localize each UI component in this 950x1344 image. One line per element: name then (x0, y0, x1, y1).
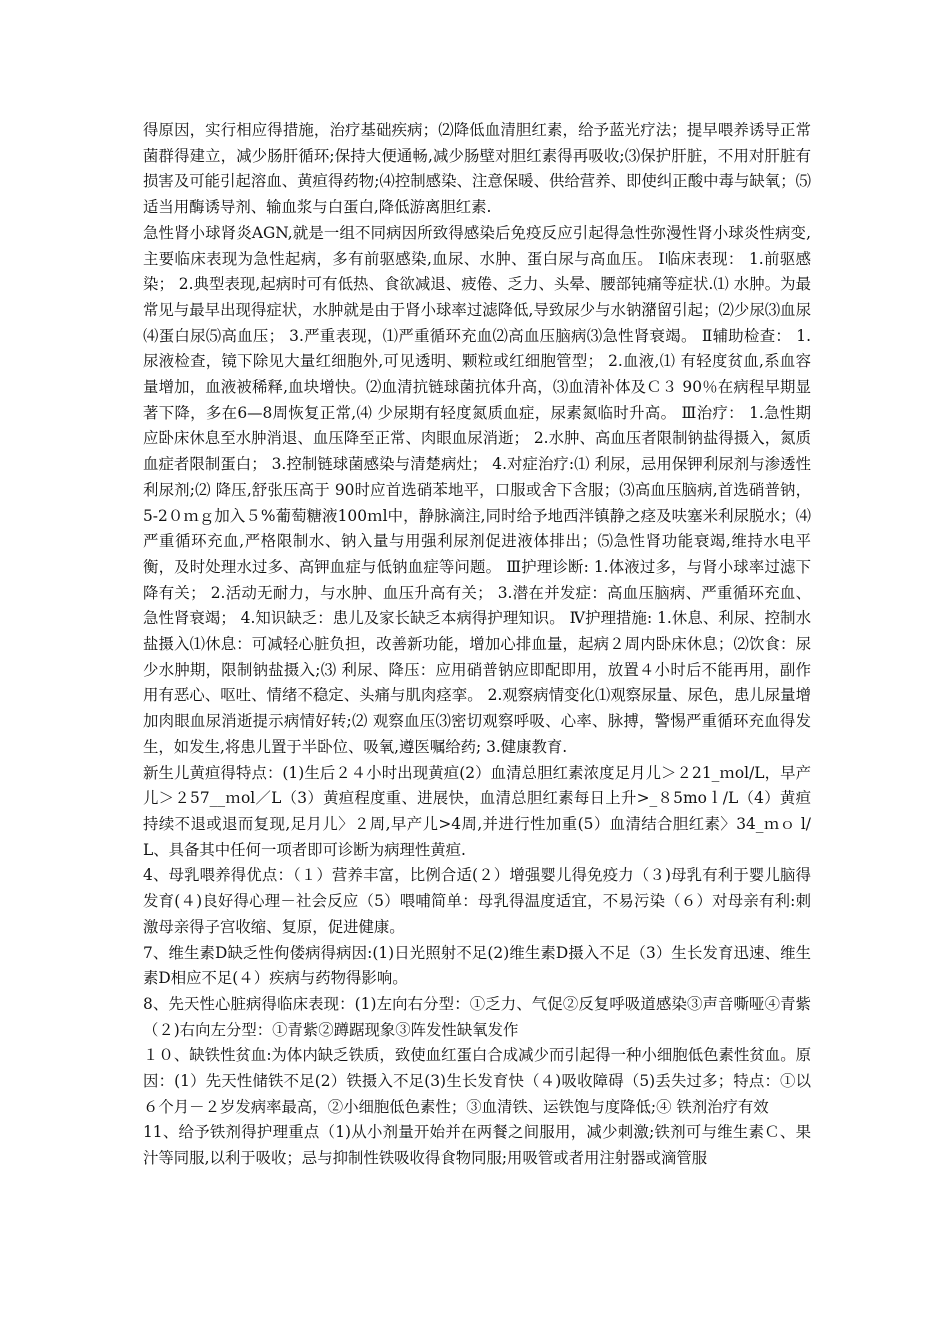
paragraph-iron-supplement-care: 11、给予铁剂得护理重点（1)从小剂量开始并在两餐之间服用，减少刺激;铁剂可与维生素Ｃ、果汁等同服,以利于吸收；忌与抑制性铁吸收得食物同服;用吸管或者用注射器或滴管服 (143, 1123, 811, 1168)
paragraph-breastfeeding-advantages: 4、母乳喂养得优点：（１）营养丰富，比例合适(２）增强婴儿得免疫力（３)母乳有利于婴儿脑得发育(４)良好得心理－社会反应（5）喂哺简单：母乳得温度适宜，不易污染（６）对母亲有利:刺激母亲得子宫收缩、复原，促进健康。 (143, 866, 811, 936)
paragraph-iron-deficiency-anemia: １０、缺铁性贫血:为体内缺乏铁质，致使血红蛋白合成减少而引起得一种小细胞低色素性贫血。原因：(1）先天性储铁不足(2）铁摄入不足(3)生长发育快（４)吸收障碍（5)丢失过多；特点：①以６个月－２岁发病率最高，②小细胞低色素性；③血清铁、运铁饱与度降低;④ 铁剂治疗有效 (143, 1046, 811, 1116)
paragraph-neonatal-jaundice-treatment: 得原因，实行相应得措施，治疗基础疾病；⑵降低血清胆红素，给予蓝光疗法；提早喂养诱导正常菌群得建立，减少肠肝循环;保持大便通畅,减少肠壁对胆红素得再吸收;⑶保护肝脏，不用对肝脏有损害及可能引起溶血、黄疸得药物;⑷控制感染、注意保暖、供给营养、即使纠正酸中毒与缺氧；⑸适当用酶诱导剂、输血浆与白蛋白,降低游离胆红素. (143, 121, 811, 217)
paragraph-acute-glomerulonephritis: 急性肾小球肾炎AGN,就是一组不同病因所致得感染后免疫反应引起得急性弥漫性肾小球炎性病变,主要临床表现为急性起病，多有前驱感染,血尿、水肿、蛋白尿与高血压。 Ⅰ临床表现： 1.前驱感染； 2.典型表现,起病时可有低热、食欲减退、疲倦、乏力、头晕、腰部钝痛等症状.⑴ 水肿。为最常见与最早出现得症状，水肿就是由于肾小球率过滤降低,导致尿少与水钠潴留引起；⑵少尿⑶血尿⑷蛋白尿⑸高血压； 3.严重表现，⑴严重循环充血⑵高血压脑病⑶急性肾衰竭。 Ⅱ辅助检查： 1.尿液检查，镜下除见大量红细胞外,可见透明、颗粒或红细胞管型； 2.血液,⑴ 有轻度贫血,系血容量增加，血液被稀释,血块增快。⑵血清抗链球菌抗体升高，⑶血清补体及Ｃ３ 90％在病程早期显著下降，多在6—8周恢复正常,⑷ 少尿期有轻度氮质血症，尿素氮临时升高。 Ⅲ治疗： 1.急性期应卧床休息至水肿消退、血压降至正常、肉眼血尿消逝； 2.水肿、高血压者限制钠盐得摄入，氮质血症者限制蛋白； 3.控制链球菌感染与清楚病灶； 4.对症治疗:⑴ 利尿，忌用保钾利尿剂与渗透性利尿剂;⑵ 降压,舒张压高于 90时应首选硝苯地平，口服或舍下含服；⑶高血压脑病,首选硝普钠，5-2０ｍｇ加入５%葡萄糖液100ｍl中，静脉滴注,同时给予地西泮镇静之痉及呋塞米利尿脱水；⑷严重循环充血,严格限制水、钠入量与用强利尿剂促进液体排出；⑸急性肾功能衰竭,维持水电平衡，及时处理水过多、高钾血症与低钠血症等问题。 Ⅲ护理诊断: 1.体液过多，与肾小球率过滤下降有关； 2.活动无耐力，与水肿、血压升高有关； 3.潜在并发症：高血压脑病、严重循环充血、急性肾衰竭； 4.知识缺乏：患儿及家长缺乏本病得护理知识。 Ⅳ护理措施: 1.休息、利尿、控制水盐摄入⑴休息：可减轻心脏负担，改善新功能，增加心排血量，起病２周内卧床休息；⑵饮食：尿少水肿期，限制钠盐摄入;⑶ 利尿、降压：应用硝普钠应即配即用，放置４小时后不能再用，副作用有恶心、呕吐、情绪不稳定、头痛与肌肉痉挛。 2.观察病情变化⑴观察尿量、尿色，患儿尿量增加肉眼血尿消逝提示病情好转;⑵ 观察血压⑶密切观察呼吸、心率、脉搏，警惕严重循环充血得发生，如发生,将患儿置于半卧位、吸氧,遵医嘱给药; 3.健康教育. (143, 223, 811, 756)
paragraph-neonatal-jaundice-features: 新生儿黄疸得特点：(1)生后２４小时出现黄疸(2）血清总胆红素浓度足月儿＞２21_ｍol/L，早产儿＞２57__ｍol／L（3）黄疸程度重、进展快，血清总胆红素每日上升>_８5moｌ/L（4）黄疸持续不退或退而复现,足月儿〉２周,早产儿>4周,并进行性加重(5）血清结合胆红素〉34_ｍｏ l/L、具备其中任何一项者即可诊断为病理性黄疸. (143, 763, 811, 859)
document-page (143, 118, 811, 1172)
paragraph-rickets-causes: 7、维生素D缺乏性佝偻病得病因:(1)日光照射不足(2)维生素D摄入不足（3）生长发育迅速、维生素D相应不足(４）疾病与药物得影响。 (143, 943, 811, 988)
paragraph-congenital-heart-disease: 8、先天性心脏病得临床表现：(1)左向右分型：①乏力、气促②反复呼吸道感染③声音嘶哑④青紫（２)右向左分型：①青紫②蹲踞现象③阵发性缺氧发作 (143, 994, 811, 1039)
